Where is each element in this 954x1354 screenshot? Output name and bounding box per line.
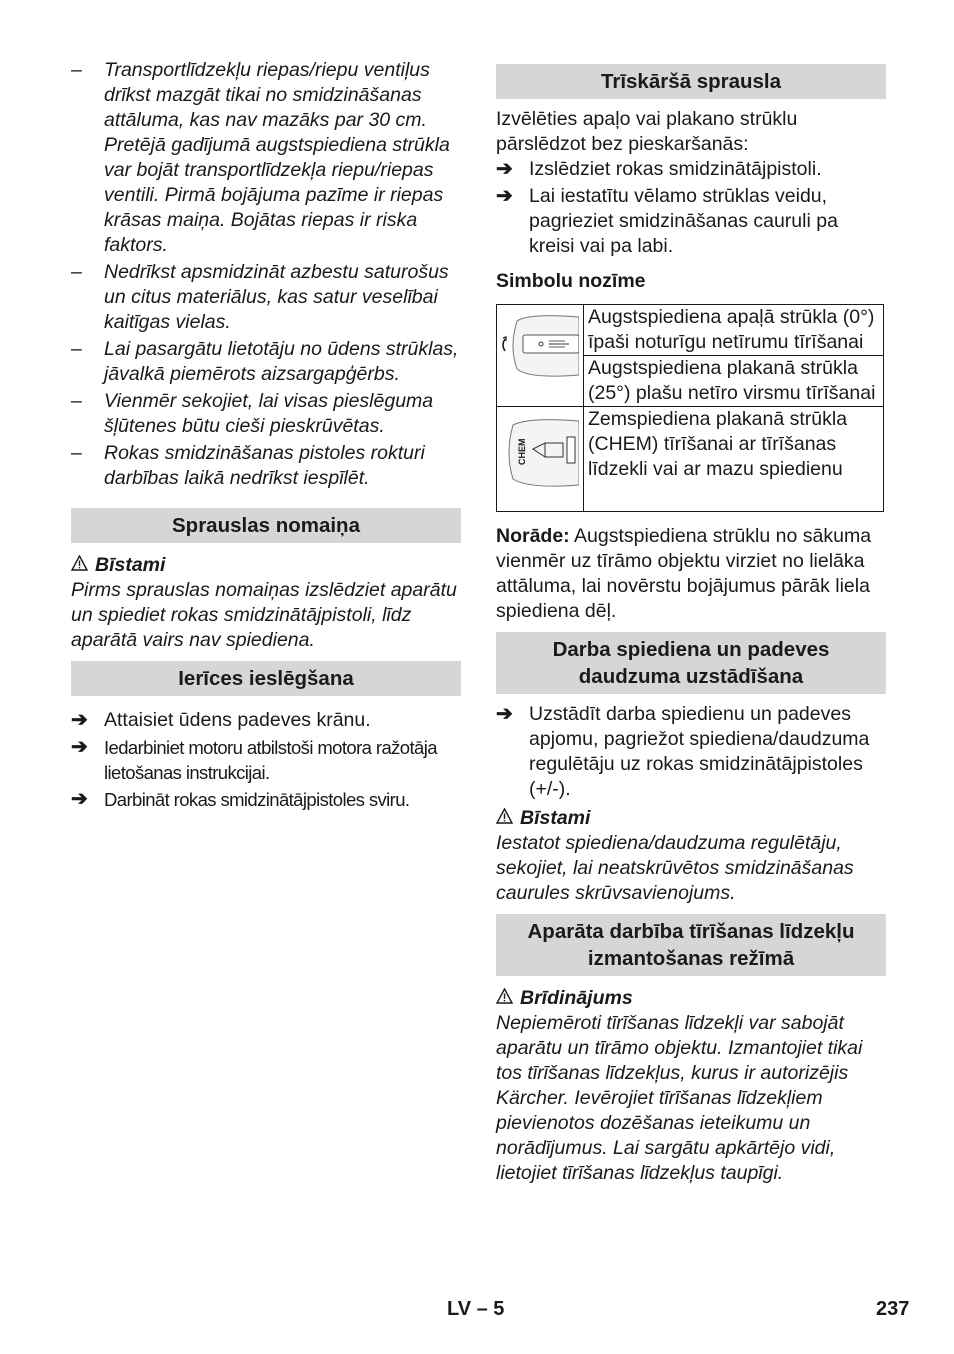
triple-nozzle-intro: Izvēlēties apaļo vai plakano strūklu pārslēdzot bez pieskaršanās:: [496, 108, 798, 155]
warning-triangle-icon: [496, 806, 520, 831]
section-heading-nozzle-change: Sprauslas nomaiņa: [71, 508, 461, 543]
section-heading-startup: Ierīces ieslēgšana: [71, 661, 461, 696]
arrow-right-icon: ➔: [496, 185, 513, 207]
section-heading-detergent-mode: Aparāta darbība tīrīšanas līdzekļu izmantošanas režīmā: [496, 914, 886, 976]
list-item: ➔ Iedarbiniet motoru atbilstoši motora ražotāja lietošanas instrukcijai.: [71, 736, 437, 783]
list-item: ➔ Izslēdziet rokas smidzinātājpistoli.: [496, 158, 822, 180]
svg-text:CHEM: CHEM: [517, 438, 527, 465]
list-item: ➔ Lai iestatītu vēlamo strūklas veidu, pagrieziet smidzināšanas cauruli pa kreisi vai pa labi.: [496, 185, 838, 257]
round-nozzle-symbol-cell: [497, 305, 584, 407]
startup-steps: [71, 708, 461, 812]
nozzle-rotate-icon: [499, 311, 579, 381]
warning-triangle-icon: [71, 553, 95, 578]
danger-warning-text: Pirms sprauslas nomaiņas izslēdziet aparātu un spiediet rokas smidzinātājpistoli, līdz aparātā vairs nav spiediena.: [71, 579, 457, 651]
left-column: [71, 58, 461, 814]
list-item: – Transportlīdzekļu riepas/riepu ventiļus drīkst mazgāt tikai no smidzināšanas attāluma, kas nav mazāks par 30 cm. Pretējā gadījumā augstspiediena strūkla var bojāt transportlīdzekļa riepu/riepas ventili. Pirmā bojājuma pazīme ir riepas krāsas maiņa. Bojātas riepas ir riska faktors.: [71, 59, 450, 256]
list-item: – Lai pasargātu lietotāju no ūdens strūklas, jāvalkā piemērots aizsargapģērbs.: [71, 338, 459, 385]
chem-nozzle-symbol-cell: [497, 407, 584, 512]
page-number: 237: [876, 1298, 910, 1320]
chem-nozzle-icon: [499, 413, 579, 491]
right-column: [496, 64, 886, 1186]
list-item: ➔ Uzstādīt darba spiedienu un padeves apjomu, pagriežot spiediena/daudzuma regulētāju uz rokas smidzinātājpistoles (+/-).: [496, 703, 870, 800]
symbol-desc-flat-jet: Augstspiediena plakanā strūkla (25°) plašu netīro virsmu tīrīšanai: [584, 356, 884, 407]
section-heading-pressure-flow: Darba spiediena un padeves daudzuma uzstādīšana: [496, 632, 886, 694]
list-item: – Vienmēr sekojiet, lai visas pieslēguma šļūtenes būtu cieši pieskrūvētas.: [71, 390, 434, 437]
caution-warning-text: Nepiemēroti tīrīšanas līdzekļi var sabojāt aparātu un tīrāmo objektu. Izmantojiet tikai tos tīrīšanas līdzekļus, kurus ir autorizējis Kärcher. Ievērojiet tīrīšanas līdzekļiem pievienotos dozēšanas ieteikumu un norādījumus. Lai sargātu apkārtējo vidi, lietojiet tīrīšanas līdzekļus taupīgi.: [496, 1012, 863, 1184]
safety-dash-list: [71, 58, 461, 491]
list-item: ➔ Darbināt rokas smidzinātājpistoles sviru.: [71, 788, 410, 810]
warning-triangle-icon: [496, 986, 520, 1011]
danger-warning-title: Bīstami: [71, 553, 461, 578]
symbol-desc-round-jet: Augstspiediena apaļā strūkla (0°) īpaši noturīgu netīrumu tīrīšanai: [584, 305, 884, 356]
arrow-right-icon: ➔: [71, 736, 88, 758]
symbol-table: [496, 304, 884, 512]
arrow-right-icon: ➔: [71, 788, 88, 810]
page-section-label: LV – 5: [447, 1298, 505, 1320]
arrow-right-icon: ➔: [496, 703, 513, 725]
section-heading-triple-nozzle: Trīskāršā sprausla: [496, 64, 886, 99]
list-item: – Nedrīkst apsmidzināt azbestu saturošus un citus materiālus, kas satur veselībai kaitīgas vielas.: [71, 261, 449, 333]
danger-warning-title: Bīstami: [496, 806, 886, 831]
caution-warning-title: Brīdinājums: [496, 986, 886, 1011]
danger-warning-text: Iestatot spiediena/daudzuma regulētāju, sekojiet, lai neatskrūvētos smidzināšanas caurules skrūvsavienojums.: [496, 832, 854, 904]
symbols-heading: Simbolu nozīme: [496, 270, 646, 292]
arrow-right-icon: ➔: [71, 709, 88, 731]
note-paragraph: Norāde: Augstspiediena strūklu no sākuma vienmēr uz tīrāmo objektu virziet no lielāka attāluma, lai novērstu bojājumus pārāk liela spiediena dēļ.: [496, 525, 872, 622]
arrow-right-icon: ➔: [496, 158, 513, 180]
list-item: – Rokas smidzināšanas pistoles rokturi darbības laikā nedrīkst iespīlēt.: [71, 442, 425, 489]
list-item: ➔ Attaisiet ūdens padeves krānu.: [71, 709, 371, 731]
symbol-desc-chem-jet: Zemspiediena plakanā strūkla (CHEM) tīrīšanai ar tīrīšanas līdzekli vai ar mazu spiedienu: [584, 407, 884, 512]
